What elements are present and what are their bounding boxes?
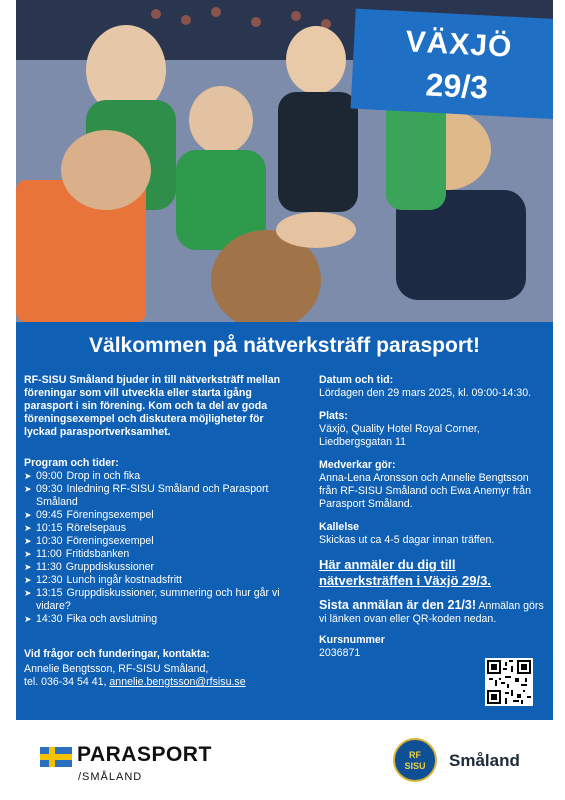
badge-date: 29/3 (424, 66, 489, 106)
course-block (319, 634, 549, 660)
program-item: ➤ 10:15 Rörelsepaus (24, 522, 126, 534)
registration-link[interactable]: Här anmäler du dig till nätverksträffen i Växjö 29/3. (319, 557, 491, 588)
program-title: Program och tider: (24, 457, 119, 469)
speakers-text: Anna-Lena Aronsson och Annelie Bengtsson från RF-SISU Småland och Ewa Anemyr från Parasport Småland. (319, 472, 531, 510)
program-item: ➤ 11:30 Gruppdiskussioner (24, 561, 155, 573)
deadline-rest: Anmälan görs vi länken ovan eller QR-koden nedan. (319, 600, 544, 625)
course-title: Kursnummer (319, 634, 385, 646)
program-item: ➤ 12:30 Lunch ingår kostnadsfritt (24, 574, 182, 586)
parasport-logo (40, 743, 230, 793)
invite-title: Kallelse (319, 521, 360, 533)
speakers-block (319, 459, 549, 511)
headline: Välkommen på nätverksträff parasport! (89, 334, 480, 357)
program-item: ➤ 14:30 Fika och avslutning (24, 613, 158, 625)
parasport-subtitle: /SMÅLAND (78, 771, 143, 783)
contact-block (24, 648, 294, 689)
program-item: ➤ 11:00 Fritidsbanken (24, 548, 130, 560)
place-block (319, 410, 549, 449)
badge-city: VÄXJÖ (404, 25, 514, 64)
deadline-text (319, 599, 549, 626)
contact-title: Vid frågor och funderingar, kontakta: (24, 648, 210, 660)
date-block (319, 374, 549, 400)
contact-phone: tel. 036-34 54 41, (24, 676, 110, 688)
arrow-bullet-icon: ➤ (24, 523, 32, 533)
arrow-bullet-icon: ➤ (24, 562, 32, 572)
program-item: ➤ 09:00 Drop in och fika (24, 470, 141, 482)
arrow-bullet-icon: ➤ (24, 549, 32, 559)
parasport-word: PARASPORT (77, 743, 212, 766)
arrow-bullet-icon: ➤ (24, 484, 32, 494)
place-line-1: Växjö, Quality Hotel Royal Corner, (319, 423, 480, 435)
rf-sisu-emblem-icon: RF SISU (393, 738, 437, 782)
smaland-word: Småland (449, 751, 520, 770)
team-huddle-photo (16, 0, 553, 322)
arrow-bullet-icon: ➤ (24, 471, 32, 481)
course-number: 2036871 (319, 647, 361, 659)
arrow-bullet-icon: ➤ (24, 510, 32, 520)
right-column (319, 374, 549, 670)
contact-line (24, 676, 294, 689)
footer (0, 720, 565, 800)
invite-text: Skickas ut ca 4-5 dagar innan träffen. (319, 534, 495, 546)
program-list (24, 470, 294, 626)
date-text: Lördagen den 29 mars 2025, kl. 09:00-14:30. (319, 387, 532, 399)
contact-name: Annelie Bengtsson, RF-SISU Småland, (24, 663, 209, 675)
rf-sisu-smaland-logo (393, 738, 543, 788)
invite-block (319, 521, 549, 547)
program-item: ➤ 09:30 Inledning RF-SISU Småland och Parasport Småland (24, 483, 269, 508)
program-item: ➤ 10:30 Föreningsexempel (24, 535, 154, 547)
speakers-title: Medverkar gör: (319, 459, 396, 471)
qr-pattern (487, 660, 531, 704)
place-line-2: Liedbergsgatan 11 (319, 436, 406, 448)
arrow-bullet-icon: ➤ (24, 588, 32, 598)
deadline-bold: Sista anmälan är den 21/3! (319, 598, 477, 612)
info-panel (16, 322, 553, 720)
program-item: ➤ 09:45 Föreningsexempel (24, 509, 154, 521)
intro-text: RF-SISU Småland bjuder in till nätverksträff mellan föreningar som vill utveckla eller starta igång parasport i sin förening. Kom och ta del av goda föreningsexempel och diskutera möjligheter för lyckad parasportverksamhet. (24, 374, 281, 438)
arrow-bullet-icon: ➤ (24, 575, 32, 585)
program-item: ➤ 13:15 Gruppdiskussioner, summering och hur går vi vidare? (24, 587, 280, 612)
date-title: Datum och tid: (319, 374, 394, 386)
qr-code-icon[interactable] (485, 658, 533, 706)
date-badge (351, 9, 553, 120)
contact-email-link[interactable]: annelie.bengtsson@rfsisu.se (109, 676, 246, 688)
arrow-bullet-icon: ➤ (24, 536, 32, 546)
swedish-flag-icon (40, 747, 72, 767)
place-title: Plats: (319, 410, 348, 422)
arrow-bullet-icon: ➤ (24, 614, 32, 624)
left-column (24, 374, 294, 689)
